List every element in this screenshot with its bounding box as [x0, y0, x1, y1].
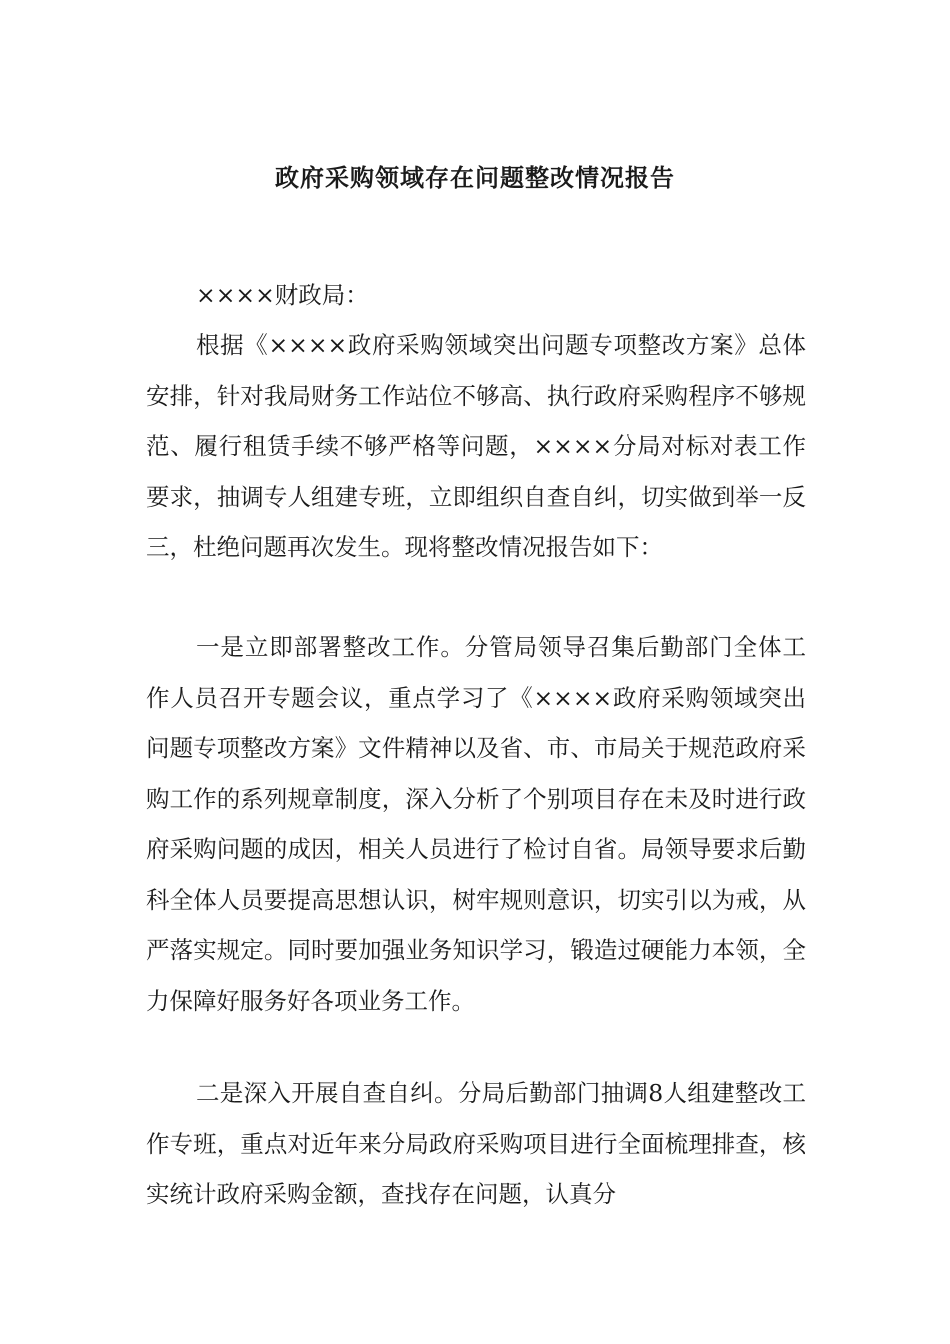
paragraph-deploy-rectification [146, 622, 806, 1026]
paragraph-self-inspection-text: 二是深入开展自查自纠。分局后勤部门抽调8人组建整改工作专班，重点对近年来分局政府采购项目进行全面梳理排查，核实统计政府采购金额，查找存在问题，认真分 [146, 1079, 806, 1208]
salutation-text: ××××财政局： [196, 281, 369, 309]
paragraph-deploy-rectification-text: 一是立即部署整改工作。分管局领导召集后勤部门全体工作人员召开专题会议，重点学习了《××××政府采购领域突出问题专项整改方案》文件精神以及省、市、市局关于规范政府采购工作的系列规章制度，深入分析了个别项目存在未及时进行政府采购问题的成因，相关人员进行了检讨自省。局领导要求后勤科全体人员要提高思想认识，树牢规则意识，切实引以为戒，从严落实规定。同时要加强业务知识学习，锻造过硬能力本领，全力保障好服务好各项业务工作。 [146, 633, 806, 1015]
paragraph-intro-text: 根据《××××政府采购领域突出问题专项整改方案》总体安排，针对我局财务工作站位不够高、执行政府采购程序不够规范、履行租赁手续不够严格等问题，××××分局对标对表工作要求，抽调专人组建专班，立即组织自查自纠，切实做到举一反三，杜绝问题再次发生。现将整改情况报告如下： [146, 331, 806, 561]
document-title: 政府采购领域存在问题整改情况报告 [275, 163, 675, 192]
paragraph-intro [146, 320, 806, 573]
paragraph-self-inspection [146, 1068, 806, 1220]
salutation [146, 270, 806, 321]
